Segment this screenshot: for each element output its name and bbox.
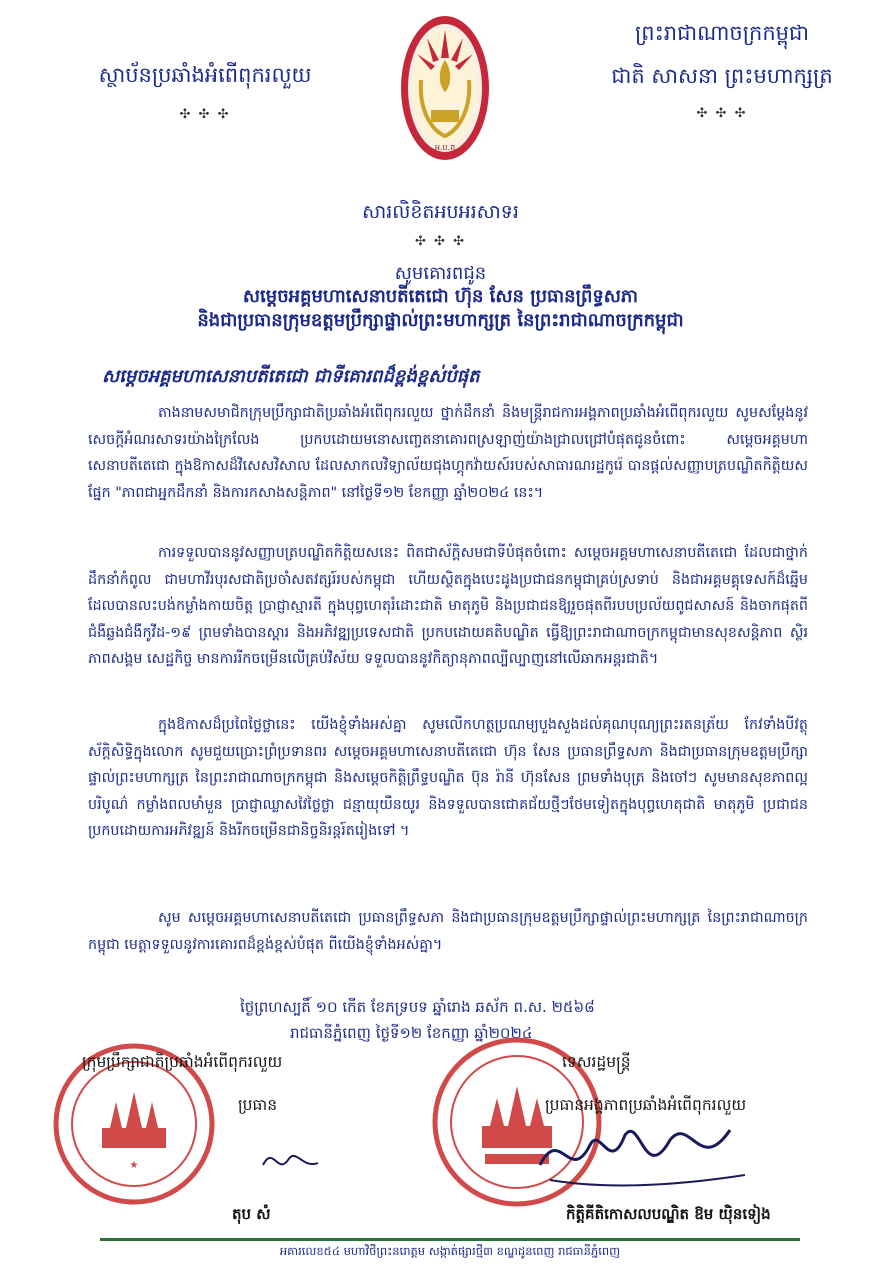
footer-divider: [100, 1238, 800, 1241]
body-paragraph-2: ការទទួលបាននូវសញ្ញាបត្របណ្ឌិតកិត្តិយសនេះ ពិតជាស័ក្តិសមជាទីបំផុតចំពោះ សម្តេចអគ្គមហាសេនាបតីតេជោ ដែលជាថ្នាក់ដឹកនាំកំពូល ជាមហាវីរបុរសជាតិប្រចាំសតវត្សរ៍របស់កម្ពុជា ហើយស្ថិតក្នុងបេះដូងប្រជាជនកម្ពុជាគ្រប់ស្រទាប់ និងជាអគ្គមគ្គុទេសក៍ដ៏ឆ្នើម ដែលបានលះបង់កម្លាំងកាយចិត្ត ប្រាជ្ញាស្មារតី ក្នុងបុព្វហេតុរំដោះជាតិ មាតុភូមិ និងប្រជាជនឱ្យរួចផុតពីរបបប្រល័យពូជសាសន៍ និងចាកផុតពីជំងឺឆ្លងជំងឺកូវីដ-១៩ ព្រមទាំងបានស្តារ និងអភិវឌ្ឍប្រទេសជាតិ ប្រកបដោយគតិបណ្ឌិត ធ្វើឱ្យព្រះរាជាណាចក្រកម្ពុជាមានសុខសន្តិភាព ស្ថិរភាពសង្គម សេដ្ឋកិច្ច មានការរីកចម្រើនលើគ្រប់វិស័យ ទទួលបាននូវកិត្យានុភាពល្បីល្បាញនៅលើឆាកអន្តរជាតិ។: [88, 545, 808, 667]
acu-logo: [397, 10, 493, 180]
national-motto: ជាតិ សាសនា ព្រះមហាក្សត្រ: [611, 64, 833, 88]
addressee-name: សម្តេចអគ្គមហាសេនាបតីតេជោ ហ៊ុន សែន ប្រធានព្រឹទ្ធសភា: [242, 286, 639, 308]
kingdom-title: ព្រះរាជាណាចក្រកម្ពុជា: [634, 21, 809, 45]
ornament-divider: ✣ ✣ ✣: [415, 234, 466, 249]
left-signatory-title: ប្រធាន: [238, 1096, 278, 1114]
letter-title: សារលិខិតអបអរសាទរ: [362, 201, 519, 223]
addressee-role: និងជាប្រធានក្រុមឧត្តមប្រឹក្សាផ្ទាល់ព្រះមហាក្សត្រ នៃព្រះរាជាណាចក្រកម្ពុជា: [197, 309, 684, 331]
ornament-divider: ✣ ✣ ✣: [179, 107, 231, 122]
institution-name: ស្ថាប័នប្រឆាំងអំពើពុករលួយ: [98, 63, 312, 87]
right-signatory-rank: ទេសរដ្ឋមន្ត្រី: [562, 1053, 631, 1071]
left-signature-mark: [258, 1135, 328, 1185]
right-signatory-name: កិត្តិគីតិកោសលបណ្ឌិត ឱម យ៉ិនទៀង: [566, 1205, 771, 1223]
place-date: រាជធានីភ្នំពេញ ថ្ងៃទី១២ ខែកញ្ញា ឆ្នាំ២០២៤: [290, 1024, 533, 1042]
right-signature-mark: [530, 1105, 760, 1195]
header-left-block: [60, 62, 350, 122]
left-signatory-org: ក្រុមប្រឹក្សាជាតិប្រឆាំងអំពើពុករលួយ: [82, 1053, 283, 1071]
lunar-date: ថ្ងៃព្រហស្បតិ៍ ១០ កើត ខែភទ្របទ ឆ្នាំរោង ឆស័ក ព.ស. ២៥៦៨: [240, 998, 595, 1016]
right-signatory-title: ប្រធានអង្គភាពប្រឆាំងអំពើពុករលួយ: [545, 1096, 747, 1114]
header-right-block: [592, 10, 852, 121]
ornament-divider: ✣ ✣ ✣: [696, 106, 748, 121]
logo-seal-text: អ.ប.ព: [434, 143, 456, 152]
body-paragraph-3: ក្នុងឱកាសដ៏ប្រពៃថ្លៃថ្លានេះ យើងខ្ញុំទាំងអស់គ្នា សូមលើកហត្ថប្រណម្យបួងសួងដល់គុណបុណ្យព្រះរតនត្រ័យ កែវទាំងបីវត្ថុស័ក្តិសិទ្ធិក្នុងលោក សូមជួយប្រោះព្រំប្រទានពរ សម្តេចអគ្គមហាសេនាបតីតេជោ ហ៊ុន សែន ប្រធានព្រឹទ្ធសភា និងជាប្រធានក្រុមឧត្តមប្រឹក្សាផ្ទាល់ព្រះមហាក្សត្រ នៃព្រះរាជាណាចក្រកម្ពុជា និងសម្តេចកិត្តិព្រឹទ្ធបណ្ឌិត ប៊ុន រ៉ានី ហ៊ុនសែន ព្រមទាំងបុត្រ និងចៅៗ សូមមានសុខភាពល្អបរិបូណ៌ កម្លាំងពលមាំមួន ប្រាជ្ញាឈ្លាសវៃថ្លៃថ្លា ជន្មាយុយឺនយូរ និងទទួលបានជោគជ័យថ្មីៗថែមទៀតក្នុងបុព្វហេតុជាតិ មាតុភូមិ ប្រជាជន ប្រកបដោយការអភិវឌ្ឍន៍ និងរីកចម្រើនជានិច្ចនិរន្តរ៍តរៀងទៅ ។: [88, 717, 808, 839]
svg-text:★: ★: [129, 1160, 139, 1171]
body-paragraph-4: សូម សម្តេចអគ្គមហាសេនាបតីតេជោ ប្រធានព្រឹទ្ធសភា និងជាប្រធានក្រុមឧត្តមប្រឹក្សាផ្ទាល់ព្រះមហាក្សត្រ នៃព្រះរាជាណាចក្រកម្ពុជា មេត្តាទទួលនូវការគោរពដ៏ខ្ពង់ខ្ពស់បំផុត ពីយើងខ្ញុំទាំងអស់គ្នា។: [88, 910, 808, 953]
angkor-temple-icon: [102, 1092, 166, 1148]
addressee-block: [80, 262, 801, 332]
body-paragraph-1: តាងនាមសមាជិកក្រុមប្រឹក្សាជាតិប្រឆាំងអំពើពុករលួយ ថ្នាក់ដឹកនាំ និងមន្ត្រីរាជការអង្គភាពប្រឆាំងអំពើពុករលួយ សូមសម្តែងនូវសេចក្តីអំណរសាទរយ៉ាងក្រៃលែង ប្រកបដោយមនោសញ្ចេតនាគោរពស្រឡាញ់យ៉ាងជ្រាលជ្រៅបំផុតជូនចំពោះ សម្តេចអគ្គមហាសេនាបតីតេជោ ក្នុងឱកាសដ៏វិសេសវិសាល ដែលសាកលវិទ្យាល័យជុងហ្គុកវ៉ាយស៍របស់សាធារណរដ្ឋកូរ៉េ បានផ្តល់សញ្ញាបត្របណ្ឌិតកិត្តិយសផ្នែក "ភាពជាអ្នកដឹកនាំ និងការកសាងសន្តិភាព" នៅថ្ងៃទី១២ ខែកញ្ញា ឆ្នាំ២០២៤ នេះ។: [88, 405, 808, 501]
addressee-greeting: សូមគោរពជូន: [394, 263, 487, 284]
footer-address: អគារលេខ៥៤ មហាវិថីព្រះនរោត្តម សង្កាត់ផ្សារថ្មី៣ ខណ្ឌដូនពេញ រាជធានីភ្នំពេញ: [279, 1244, 621, 1258]
salutation: សម្តេចអគ្គមហាសេនាបតីតេជោ ជាទីគោរពដ៏ខ្ពង់ខ្ពស់បំផុត: [102, 366, 480, 387]
left-signatory-name: តុប សំ: [232, 1205, 271, 1223]
